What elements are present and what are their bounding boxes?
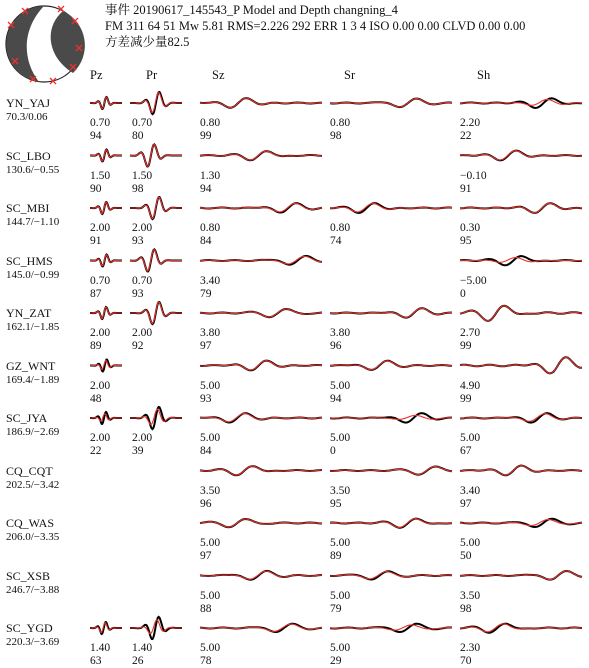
synthetic-waveform <box>200 98 322 108</box>
trace-stats <box>330 327 350 353</box>
station-name: SC_MBI <box>6 201 50 215</box>
trace-stats <box>330 485 350 511</box>
correlation: 39 <box>132 445 144 457</box>
trace-stats <box>330 590 350 616</box>
trace-stats <box>460 275 487 301</box>
correlation: 22 <box>460 130 472 142</box>
correlation: 70 <box>460 655 472 667</box>
correlation: 80 <box>132 130 144 142</box>
correlation: 98 <box>460 602 472 615</box>
trace-sz <box>200 203 322 212</box>
time-shift: 5.00 <box>200 589 221 602</box>
correlation: 94 <box>330 392 342 405</box>
trace-sh <box>460 357 582 373</box>
time-shift: 3.50 <box>200 484 221 497</box>
time-shift: 5.00 <box>200 432 221 444</box>
correlation: 97 <box>200 340 212 352</box>
correlation: 93 <box>132 287 144 300</box>
trace-sh <box>460 151 582 161</box>
station-distance: 186.9/−2.69 <box>6 426 60 438</box>
time-shift: 5.00 <box>200 537 221 549</box>
time-shift: 3.50 <box>330 484 351 497</box>
time-shift: 3.80 <box>330 327 351 339</box>
trace-stats <box>200 590 220 616</box>
station-name: SC_JYA <box>6 411 48 425</box>
time-shift: −5.00 <box>460 274 487 287</box>
station-label <box>6 254 59 282</box>
trace-sz <box>200 624 322 632</box>
correlation: 94 <box>200 182 212 195</box>
trace-sz <box>200 466 322 475</box>
station-name: YN_YAJ <box>6 96 51 110</box>
trace-stats <box>460 485 480 511</box>
station-label <box>6 96 50 124</box>
time-shift: 5.00 <box>460 537 481 549</box>
station-distance: 145.0/−0.99 <box>6 268 60 281</box>
trace-stats <box>90 380 110 406</box>
trace-stats <box>132 222 152 248</box>
time-shift: 2.20 <box>460 117 481 129</box>
trace-pr <box>130 144 182 166</box>
time-shift: 0.80 <box>200 117 221 129</box>
trace-pr <box>130 617 182 639</box>
time-shift: 5.00 <box>330 432 351 444</box>
trace-sz <box>200 571 322 580</box>
variance-reduction: 方差减少量82.5 <box>105 35 190 49</box>
time-shift: 1.50 <box>132 169 153 182</box>
trace-stats <box>200 485 220 511</box>
correlation: 22 <box>90 445 102 457</box>
trace-stats <box>330 537 350 563</box>
synthetic-waveform <box>460 151 582 160</box>
trace-stats <box>460 222 480 248</box>
trace-pr <box>130 407 182 429</box>
trace-stats <box>200 380 220 406</box>
correlation: 95 <box>330 497 342 510</box>
correlation: 94 <box>90 130 102 142</box>
time-shift: 3.50 <box>460 589 481 602</box>
synthetic-waveform <box>90 623 122 633</box>
trace-sr <box>330 99 452 108</box>
correlation: 29 <box>330 655 342 667</box>
correlation: 84 <box>200 445 212 457</box>
time-shift: 3.40 <box>200 274 221 287</box>
station-name: SC_YGD <box>6 621 53 635</box>
correlation: 99 <box>200 130 212 142</box>
time-shift: 0.70 <box>132 274 153 287</box>
time-shift: 2.00 <box>132 432 153 444</box>
station-name: GZ_WNT <box>6 358 56 373</box>
trace-sh <box>460 306 582 321</box>
column-header-pz: Pz <box>90 68 103 82</box>
correlation: 87 <box>90 287 102 300</box>
time-shift: 5.00 <box>200 379 221 392</box>
trace-stats <box>200 642 220 668</box>
trace-pz <box>90 97 122 109</box>
trace-stats <box>330 222 350 248</box>
column-header-sz: Sz <box>212 68 225 82</box>
trace-stats <box>460 170 487 196</box>
station-name: SC_HMS <box>6 253 53 268</box>
trace-sh <box>460 519 582 527</box>
synthetic-waveform <box>200 519 322 527</box>
trace-sr <box>330 361 452 370</box>
correlation: 74 <box>330 235 342 247</box>
column-header-sr: Sr <box>344 68 356 82</box>
station-distance: 144.7/−1.10 <box>6 216 60 228</box>
trace-stats <box>200 117 220 143</box>
station-name: CQ_CQT <box>6 463 53 478</box>
time-shift: 1.40 <box>90 642 111 654</box>
time-shift: 5.00 <box>330 537 351 549</box>
trace-stats <box>132 275 152 301</box>
correlation: 79 <box>200 287 212 300</box>
trace-stats <box>132 432 152 458</box>
trace-stats <box>132 117 152 143</box>
trace-pz <box>90 360 122 372</box>
trace-stats <box>90 275 110 301</box>
trace-pz <box>90 202 122 214</box>
synthetic-waveform <box>330 99 452 107</box>
synthetic-waveform <box>330 625 452 630</box>
station-distance: 220.3/−3.69 <box>6 636 60 648</box>
trace-sz <box>200 413 322 422</box>
time-shift: 2.00 <box>90 327 111 339</box>
trace-stats <box>90 327 110 353</box>
time-shift: 3.40 <box>460 484 481 497</box>
time-shift: 2.00 <box>90 379 111 392</box>
correlation: 63 <box>90 655 102 667</box>
station-label <box>6 621 59 649</box>
synthetic-waveform <box>130 197 182 218</box>
correlation: 89 <box>330 550 342 562</box>
time-shift: 2.00 <box>90 432 111 444</box>
trace-sz <box>200 361 322 371</box>
trace-stats <box>200 275 220 301</box>
trace-pz <box>90 307 122 319</box>
time-shift: 5.00 <box>330 642 351 654</box>
synthetic-waveform <box>460 466 582 476</box>
trace-sz <box>200 98 322 108</box>
time-shift: 4.90 <box>460 379 481 392</box>
trace-sz <box>200 151 322 160</box>
trace-pr <box>130 302 182 324</box>
correlation: 96 <box>330 340 342 352</box>
synthetic-waveform <box>200 466 322 475</box>
time-shift: 0.70 <box>132 117 153 129</box>
synthetic-waveform <box>200 203 322 212</box>
station-label <box>6 464 59 492</box>
correlation: 91 <box>460 182 472 195</box>
trace-pr <box>130 249 182 271</box>
correlation: 84 <box>200 235 212 247</box>
trace-stats <box>330 432 350 458</box>
time-shift: 3.80 <box>200 327 221 339</box>
trace-sr <box>330 467 452 475</box>
correlation: 90 <box>90 182 102 195</box>
time-shift: 5.00 <box>200 642 221 654</box>
correlation: 0 <box>330 445 336 457</box>
synthetic-waveform <box>200 151 322 160</box>
time-shift: 5.00 <box>330 379 351 392</box>
trace-pz <box>90 412 122 424</box>
station-name: SC_LBO <box>6 148 51 163</box>
trace-sh <box>460 98 582 108</box>
time-shift: 2.70 <box>460 327 481 339</box>
time-shift: 2.00 <box>90 222 111 234</box>
correlation: 48 <box>90 392 102 405</box>
correlation: 99 <box>460 340 472 352</box>
trace-pz <box>90 150 122 162</box>
focal-mechanism-summary: FM 311 64 51 Mw 5.81 RMS=2.226 292 ERR 1 3 4 ISO 0.00 0.00 CLVD 0.00 0.00 <box>105 19 526 33</box>
station-name: YN_ZAT <box>6 306 52 320</box>
trace-stats <box>330 117 350 143</box>
correlation: 50 <box>460 550 472 562</box>
correlation: 78 <box>200 655 212 667</box>
station-label <box>6 569 59 597</box>
correlation: 0 <box>460 287 466 300</box>
correlation: 98 <box>330 130 342 142</box>
time-shift: 1.50 <box>90 169 111 182</box>
trace-stats <box>200 170 220 196</box>
trace-stats <box>460 537 480 563</box>
time-shift: 2.30 <box>460 642 481 654</box>
trace-sh <box>460 203 582 213</box>
trace-stats <box>90 170 110 196</box>
synthetic-waveform <box>330 361 452 370</box>
station-label <box>6 201 59 229</box>
trace-stats <box>90 642 110 668</box>
correlation: 88 <box>200 602 212 615</box>
correlation: 95 <box>460 235 472 247</box>
correlation: 97 <box>200 550 212 562</box>
correlation: 93 <box>200 392 212 405</box>
trace-stats <box>132 327 152 353</box>
trace-sr <box>330 203 452 213</box>
trace-stats <box>460 642 480 668</box>
synthetic-waveform <box>460 203 582 213</box>
trace-sh <box>460 571 582 580</box>
trace-pr <box>130 92 182 114</box>
trace-sz <box>200 309 322 317</box>
time-shift: 0.80 <box>330 117 351 129</box>
trace-sh <box>460 466 582 476</box>
trace-stats <box>330 642 350 668</box>
trace-pz <box>90 255 122 267</box>
station-label <box>6 149 59 177</box>
time-shift: 0.80 <box>330 222 351 234</box>
station-label <box>6 306 59 334</box>
trace-stats <box>460 590 480 616</box>
trace-stats <box>460 432 480 458</box>
correlation: 93 <box>132 235 144 247</box>
time-shift: 1.30 <box>200 169 221 182</box>
trace-pz <box>90 622 122 634</box>
trace-sh <box>460 256 582 265</box>
trace-stats <box>200 222 220 248</box>
time-shift: 0.80 <box>200 222 221 234</box>
trace-sr <box>330 413 452 423</box>
trace-sz <box>200 256 322 265</box>
trace-stats <box>90 222 110 248</box>
trace-stats <box>200 432 220 458</box>
time-shift: 2.00 <box>132 327 153 339</box>
correlation: 97 <box>460 497 472 510</box>
station-label <box>6 359 59 387</box>
trace-sh <box>460 413 582 423</box>
column-header-sh: Sh <box>477 68 491 82</box>
station-distance: 169.4/−1.89 <box>6 373 60 386</box>
time-shift: 0.70 <box>90 117 111 129</box>
trace-stats <box>330 380 350 406</box>
trace-sh <box>460 624 582 633</box>
station-distance: 202.5/−3.42 <box>6 478 60 491</box>
trace-sz <box>200 519 322 527</box>
station-distance: 162.1/−1.85 <box>6 321 60 333</box>
trace-sr <box>330 571 452 579</box>
time-shift: 5.00 <box>460 432 481 444</box>
trace-sr <box>330 519 452 528</box>
station-label <box>6 411 59 439</box>
column-header-pr: Pr <box>146 68 158 82</box>
correlation: 79 <box>330 602 342 615</box>
correlation: 67 <box>460 445 472 457</box>
correlation: 98 <box>132 182 144 195</box>
trace-stats <box>200 537 220 563</box>
trace-stats <box>132 642 152 668</box>
trace-pr <box>130 197 182 219</box>
correlation: 26 <box>132 655 144 667</box>
correlation: 92 <box>132 340 144 352</box>
correlation: 91 <box>90 235 102 247</box>
correlation: 99 <box>460 392 472 405</box>
time-shift: 1.40 <box>132 642 153 654</box>
trace-stats <box>460 117 480 143</box>
trace-stats <box>460 380 480 406</box>
trace-sr <box>330 624 452 632</box>
trace-stats <box>460 327 480 353</box>
time-shift: 0.30 <box>460 222 481 234</box>
station-label <box>6 516 59 544</box>
synthetic-waveform <box>200 571 322 579</box>
time-shift: 0.70 <box>90 274 111 287</box>
correlation: 96 <box>200 497 212 510</box>
station-name: SC_XSB <box>6 568 51 583</box>
correlation: 89 <box>90 340 102 352</box>
trace-stats <box>90 432 110 458</box>
event-title: 事件 20190617_145543_P Model and Depth changning_4 <box>105 3 398 17</box>
station-name: CQ_WAS <box>6 516 55 530</box>
trace-stats <box>200 327 220 353</box>
synthetic-waveform <box>130 302 182 323</box>
station-distance: 206.0/−3.35 <box>6 531 60 543</box>
trace-sr <box>330 308 452 318</box>
trace-stats <box>90 117 110 143</box>
station-distance: 246.7/−3.88 <box>6 583 60 596</box>
trace-stats <box>132 170 152 196</box>
time-shift: 5.00 <box>330 589 351 602</box>
time-shift: 2.00 <box>132 222 153 234</box>
station-distance: 70.3/0.06 <box>6 111 48 123</box>
station-distance: 130.6/−0.55 <box>6 163 60 176</box>
time-shift: −0.10 <box>460 169 487 182</box>
